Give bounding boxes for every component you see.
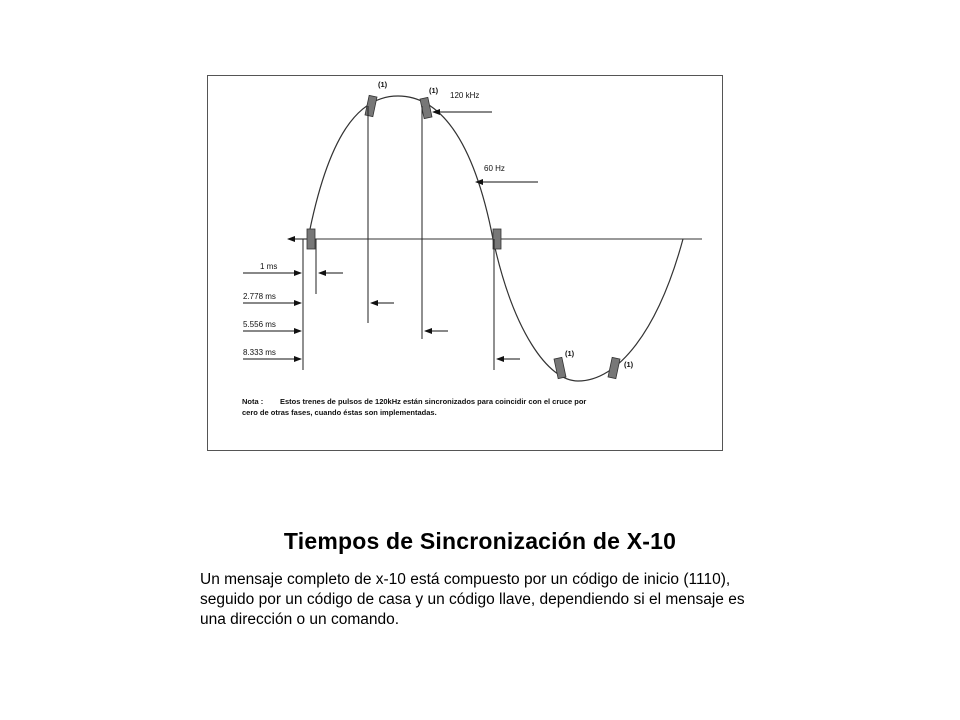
marker-label-4: (1) (624, 360, 634, 369)
timing-diagram-svg (208, 76, 724, 452)
pulse-burst-phase-a2 (554, 357, 566, 378)
marker-label-1: (1) (378, 80, 388, 89)
pulse-burst-phase-a1 (365, 95, 377, 116)
label-8333ms: 8.333 ms (243, 348, 276, 357)
label-5556ms: 5.556 ms (243, 320, 276, 329)
label-120khz: 120 kHz (450, 91, 480, 100)
label-2778ms: 2.778 ms (243, 292, 276, 301)
sync-timing-diagram (207, 75, 723, 451)
slide-description: Un mensaje completo de x-10 está compuesto por un código de inicio (1110), seguido por un código de casa y un código llave, dependiendo si el mensaje es una dirección o un comando. (200, 571, 745, 628)
note-line-1: Estos trenes de pulsos de 120kHz están sincronizados para coincidir con el cruce por (280, 397, 587, 406)
slide-title: Tiempos de Sincronización de X-10 (283, 528, 677, 554)
pulse-burst-zero-cross-1 (307, 229, 315, 249)
pulse-burst-phase-b2 (608, 357, 620, 378)
marker-label-2: (1) (429, 86, 439, 95)
marker-label-3: (1) (565, 349, 575, 358)
label-60hz: 60 Hz (484, 164, 505, 173)
note-line-2: cero de otras fases, cuando éstas son implementadas. (242, 408, 437, 417)
label-1ms: 1 ms (260, 262, 278, 271)
note-label: Nota : (242, 397, 264, 406)
